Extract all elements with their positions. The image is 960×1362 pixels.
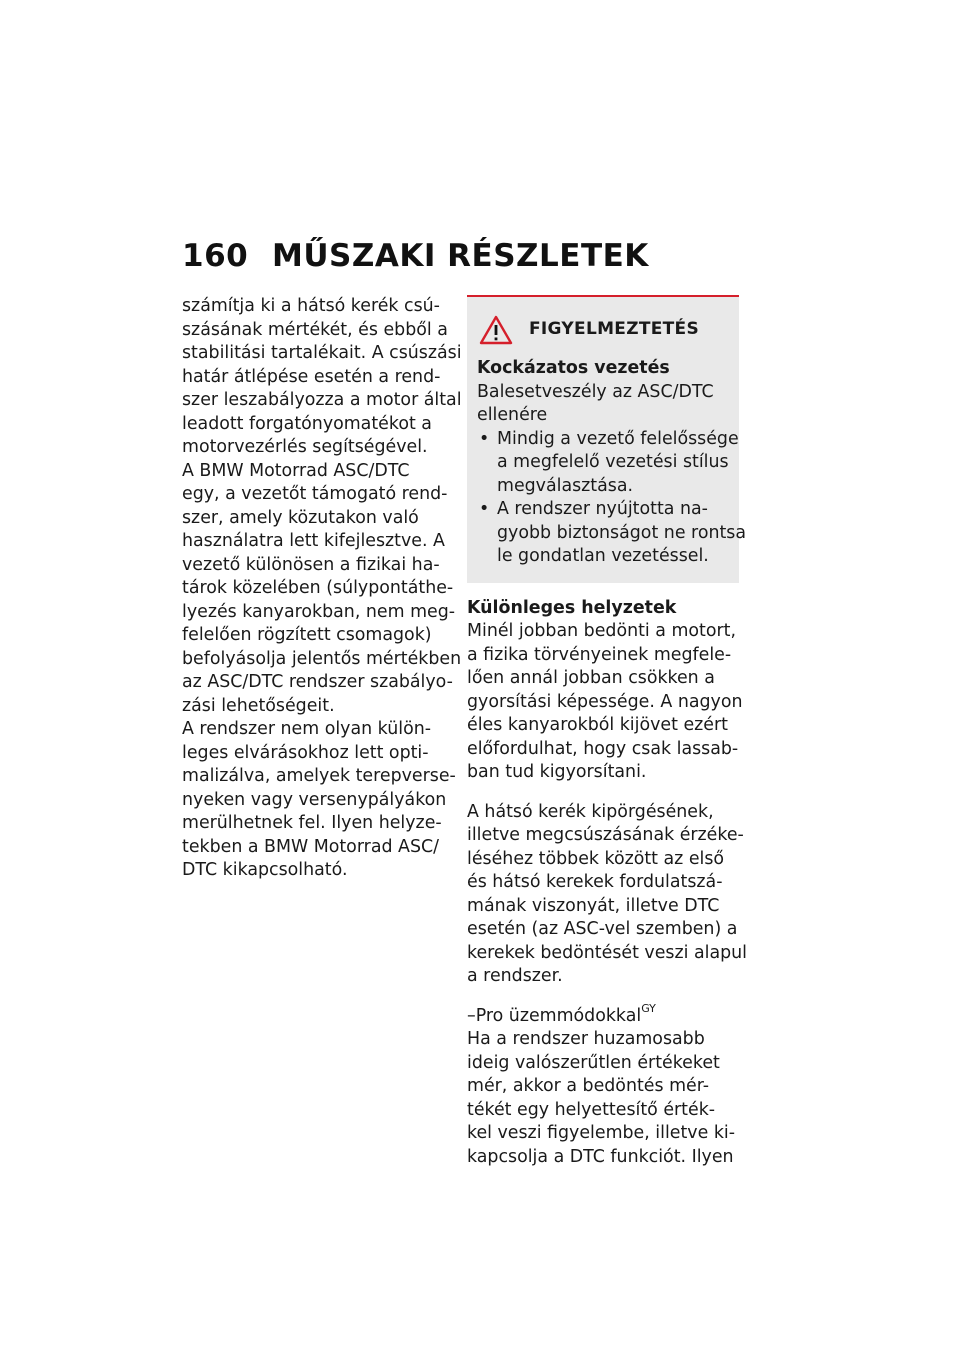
right-paragraph-3 bbox=[467, 1028, 739, 1169]
text-line: leadott forgatónyomatékot a bbox=[182, 413, 432, 434]
text-line: tékét egy helyettesítő érték- bbox=[467, 1099, 716, 1120]
page-number: 160 bbox=[182, 238, 249, 274]
text-line: ellenére bbox=[477, 405, 548, 425]
text-line: vezető különösen a fizikai ha- bbox=[182, 554, 440, 575]
text-line: mér, akkor a bedöntés mér- bbox=[467, 1076, 710, 1096]
text-line: kerekek bedöntését veszi alapul bbox=[467, 942, 748, 963]
pro-mode-text: –Pro üzemmódokkal bbox=[467, 1005, 642, 1026]
text-line: mának viszonyát, illetve DTC bbox=[467, 895, 720, 916]
text-line: tárok közelében (súlypontáthe- bbox=[182, 578, 454, 598]
text-line: nyeken vagy versenypályákon bbox=[182, 789, 447, 810]
left-paragraph-1 bbox=[182, 295, 462, 460]
pro-mode-superscript: GY bbox=[641, 1001, 656, 1015]
text-line: lően annál jobban csökken a bbox=[467, 668, 715, 688]
warning-header bbox=[477, 315, 729, 345]
text-line: kapcsolja a DTC funkciót. Ilyen bbox=[467, 1146, 734, 1167]
warning-subtitle: Kockázatos vezetés bbox=[477, 358, 670, 378]
text-line: előfordulhat, hogy csak lassab- bbox=[467, 738, 739, 759]
text-line: Balesetveszély az ASC/DTC bbox=[477, 381, 714, 402]
warning-box bbox=[467, 295, 747, 583]
text-line: malizálva, amelyek terepverse- bbox=[182, 766, 456, 786]
text-line: határ átlépése esetén a rend- bbox=[182, 366, 441, 387]
text-line: lyezés kanyarokban, nem meg- bbox=[182, 601, 456, 622]
text-line: egy, a vezetőt támogató rend- bbox=[182, 484, 448, 504]
text-line: ban tud kigyorsítani. bbox=[467, 762, 647, 782]
text-line: szásának mértékét, és ebből a bbox=[182, 319, 448, 340]
text-line: használatra lett kifejlesztve. A bbox=[182, 531, 445, 551]
text-line: zási lehetőségeit. bbox=[182, 695, 335, 716]
left-paragraph-3 bbox=[182, 718, 456, 883]
text-line: Ha a rendszer huzamosabb bbox=[467, 1029, 705, 1049]
warning-bullet-1 bbox=[477, 428, 739, 499]
text-line: motorvezérlés segítségével. bbox=[182, 437, 428, 457]
text-line: Minél jobban bedönti a motort, bbox=[467, 621, 737, 641]
text-line: szer leszabályozza a motor által bbox=[182, 390, 462, 410]
text-line: • A rendszer nyújtotta na- bbox=[497, 499, 708, 519]
text-line: befolyásolja jelentős mértékben bbox=[182, 648, 462, 669]
text-line: A BMW Motorrad ASC/DTC bbox=[182, 460, 410, 481]
text-line: A rendszer nem olyan külön- bbox=[182, 719, 432, 739]
text-line: éles kanyarokból kijövet ezért bbox=[467, 715, 728, 735]
text-line: • Mindig a vezető felelőssége bbox=[497, 428, 739, 449]
section-title: Különleges helyzetek bbox=[467, 597, 677, 618]
text-line: A hátsó kerék kipörgésének, bbox=[467, 801, 714, 822]
right-paragraph-2 bbox=[467, 801, 748, 989]
warning-triangle-icon bbox=[479, 315, 513, 345]
text-line: és hátsó kerekek fordulatszá- bbox=[467, 872, 723, 892]
left-paragraph-2 bbox=[182, 460, 462, 719]
text-line: a fizika törvényeinek megfele- bbox=[467, 644, 732, 665]
text-line: le gondatlan vezetéssel. bbox=[497, 546, 709, 566]
text-line: esetén (az ASC-vel szemben) a bbox=[467, 919, 738, 939]
text-line: merülhetnek fel. Ilyen helyze- bbox=[182, 813, 442, 833]
text-line: illetve megcsúszásának érzéke- bbox=[467, 825, 744, 845]
text-line: léséhez többek között az első bbox=[467, 848, 725, 869]
text-line: gyorsítási képessége. A nagyon bbox=[467, 691, 743, 712]
text-line: leges elvárásokhoz lett opti- bbox=[182, 742, 429, 763]
text-line: az ASC/DTC rendszer szabályo- bbox=[182, 672, 453, 692]
text-line: a rendszer. bbox=[467, 966, 563, 986]
warning-bullet-2 bbox=[477, 498, 747, 569]
text-line: tekben a BMW Motorrad ASC/ bbox=[182, 836, 439, 857]
right-paragraph-1 bbox=[467, 620, 743, 785]
text-line: gyobb biztonságot ne rontsa bbox=[497, 522, 747, 543]
text-line: a megfelelő vezetési stílus bbox=[497, 452, 729, 472]
text-line: stabilitási tartalékait. A csúszási bbox=[182, 343, 462, 363]
page-header bbox=[182, 238, 649, 274]
chapter-title: MŰSZAKI RÉSZLETEK bbox=[272, 238, 649, 274]
text-line: felelően rögzített csomagok) bbox=[182, 625, 432, 645]
text-line: számítja ki a hátsó kerék csú- bbox=[182, 296, 440, 316]
warning-intro bbox=[477, 381, 729, 428]
text-line: kel veszi figyelembe, illetve ki- bbox=[467, 1123, 736, 1143]
text-line: szer, amely közutakon való bbox=[182, 507, 419, 528]
text-line: ideig valószerűtlen értékeket bbox=[467, 1052, 720, 1073]
pro-mode-label bbox=[467, 1001, 739, 1029]
text-line: DTC kikapcsolható. bbox=[182, 860, 348, 880]
text-line: megválasztása. bbox=[497, 475, 634, 496]
right-column bbox=[467, 295, 748, 1185]
warning-title: FIGYELMEZTETÉS bbox=[529, 319, 699, 340]
left-column bbox=[182, 295, 462, 883]
